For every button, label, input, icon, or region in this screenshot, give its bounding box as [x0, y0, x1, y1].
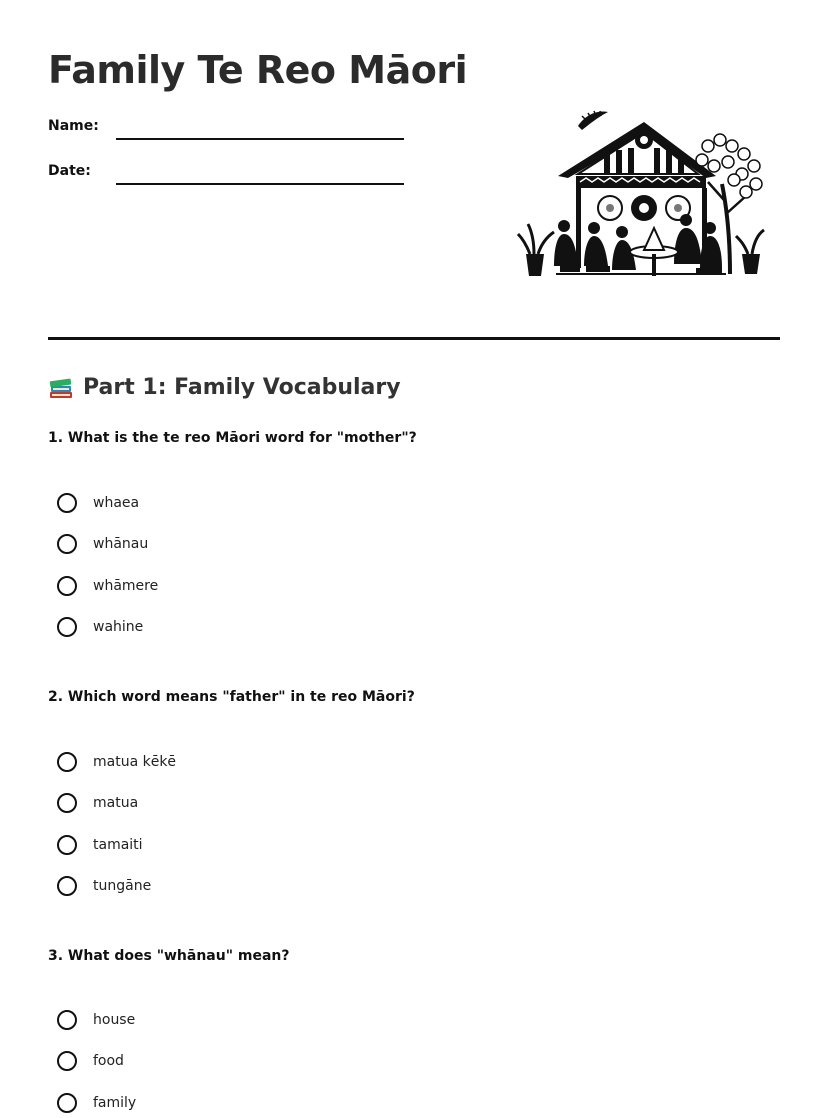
radio-button[interactable]	[57, 1051, 77, 1071]
question-2: 2. Which word means "father" in te reo Māori?	[48, 689, 415, 705]
question-3: 3. What does "whānau" mean?	[48, 948, 290, 964]
q2-option-1[interactable]	[57, 750, 176, 774]
radio-button[interactable]	[57, 1093, 77, 1113]
option-label: matua	[93, 795, 139, 811]
marae-family-gathering-icon	[516, 104, 772, 288]
radio-button[interactable]	[57, 576, 77, 596]
option-label: whāmere	[93, 578, 159, 594]
option-label: whānau	[93, 536, 149, 552]
q1-option-1[interactable]	[57, 491, 139, 515]
date-label: Date:	[48, 163, 91, 179]
q3-option-3[interactable]	[57, 1091, 136, 1115]
radio-button[interactable]	[57, 534, 77, 554]
q3-option-1[interactable]	[57, 1008, 135, 1032]
option-label: wahine	[93, 619, 144, 635]
option-label: tamaiti	[93, 837, 143, 853]
radio-button[interactable]	[57, 793, 77, 813]
q3-option-2[interactable]	[57, 1049, 124, 1073]
radio-button[interactable]	[57, 617, 77, 637]
q1-option-3[interactable]	[57, 574, 158, 598]
name-label: Name:	[48, 118, 99, 134]
q1-option-4[interactable]	[57, 615, 143, 639]
radio-button[interactable]	[57, 493, 77, 513]
radio-button[interactable]	[57, 876, 77, 896]
question-1: 1. What is the te reo Māori word for "mother"?	[48, 430, 417, 446]
option-label: house	[93, 1012, 136, 1028]
books-icon	[48, 374, 74, 400]
part1-heading	[48, 374, 401, 400]
worksheet-title: Family Te Reo Māori	[48, 48, 468, 92]
q2-option-4[interactable]	[57, 874, 151, 898]
radio-button[interactable]	[57, 835, 77, 855]
option-label: food	[93, 1053, 124, 1069]
radio-button[interactable]	[57, 752, 77, 772]
option-label: matua kēkē	[93, 754, 177, 770]
q2-option-2[interactable]	[57, 791, 138, 815]
option-label: tungāne	[93, 878, 152, 894]
q1-option-2[interactable]	[57, 532, 148, 556]
q2-option-3[interactable]	[57, 833, 143, 857]
part1-heading-text: Part 1: Family Vocabulary	[83, 374, 401, 400]
radio-button[interactable]	[57, 1010, 77, 1030]
name-line[interactable]	[116, 138, 404, 140]
date-line[interactable]	[116, 183, 404, 185]
section-divider	[48, 337, 780, 340]
option-label: whaea	[93, 495, 140, 511]
option-label: family	[93, 1095, 137, 1111]
